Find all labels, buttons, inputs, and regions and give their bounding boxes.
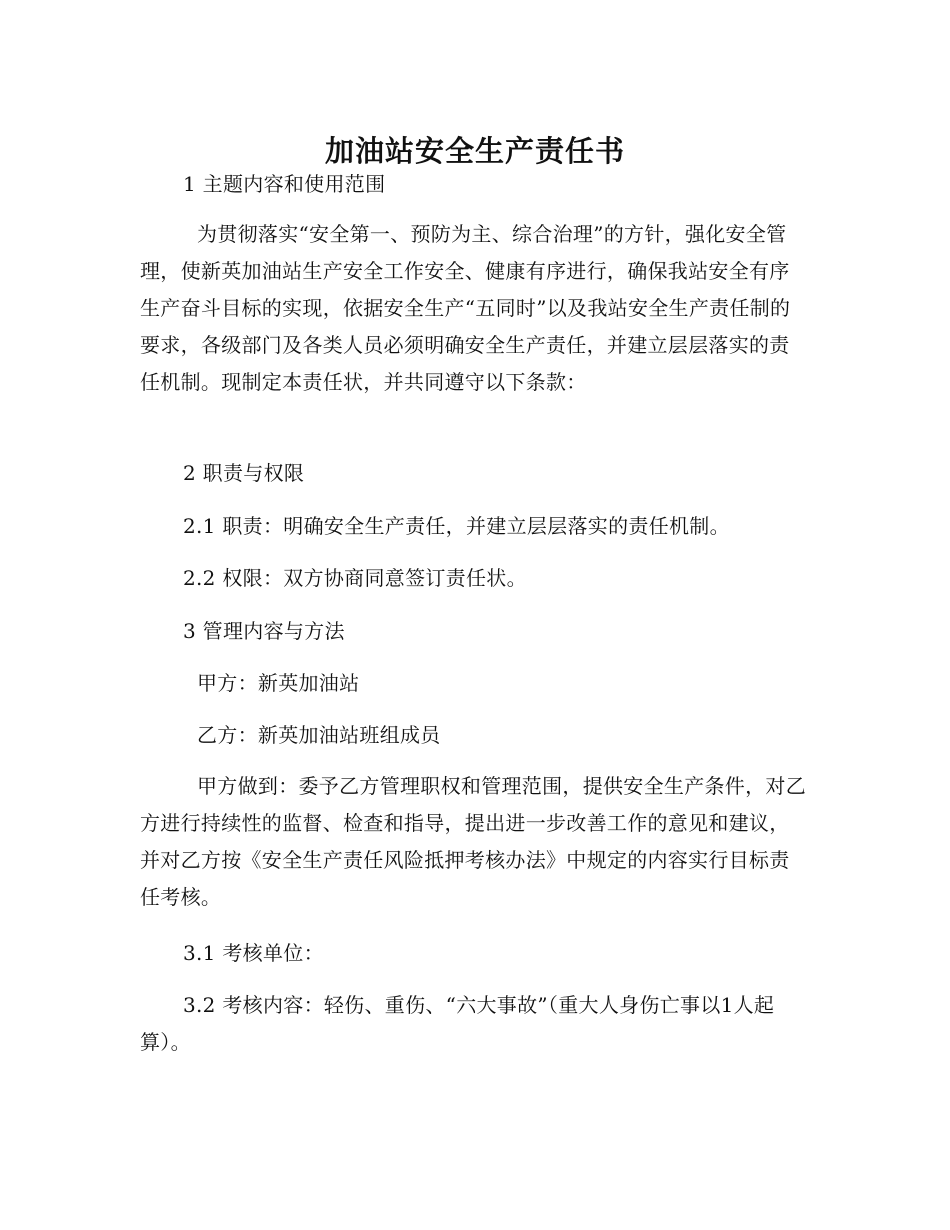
clause-3-2: 3.2 考核内容：轻伤、重伤、“六大事故”（重大人身伤亡事以1人起算）。 bbox=[140, 993, 775, 1054]
section-heading-2: 2 职责与权限 bbox=[183, 461, 305, 485]
clause-3-1: 3.1 考核单位： bbox=[183, 941, 324, 965]
section-heading-1: 1 主题内容和使用范围 bbox=[183, 172, 386, 196]
body-paragraph-intro: 为贯彻落实“安全第一、预防为主、综合治理”的方针，强化安全管理，使新英加油站生产安全工作安全、健康有序进行，确保我站安全有序生产奋斗目标的实现，依据安全生产“五同时”以及我站安全生产责任制的要求，各级部门及各类人员必须明确安全生产责任，并建立层层落实的责任机制。现制定本责任状，并共同遵守以下条款： bbox=[140, 222, 791, 394]
party-a: 甲方：新英加油站 bbox=[197, 671, 360, 695]
body-paragraph-party-a-duties: 甲方做到：委予乙方管理职权和管理范围，提供安全生产条件，对乙方进行持续性的监督、检查和指导，提出进一步改善工作的意见和建议，并对乙方按《安全生产责任风险抵押考核办法》中规定的内容实行目标责任考核。 bbox=[140, 774, 806, 909]
section-heading-3: 3 管理内容与方法 bbox=[183, 619, 345, 643]
clause-2-1: 2.1 职责：明确安全生产责任，并建立层层落实的责任机制。 bbox=[183, 514, 730, 538]
party-b: 乙方：新英加油站班组成员 bbox=[197, 723, 441, 747]
document-title: 加油站安全生产责任书 bbox=[324, 134, 625, 169]
clause-2-2: 2.2 权限：双方协商同意签订责任状。 bbox=[183, 566, 527, 590]
